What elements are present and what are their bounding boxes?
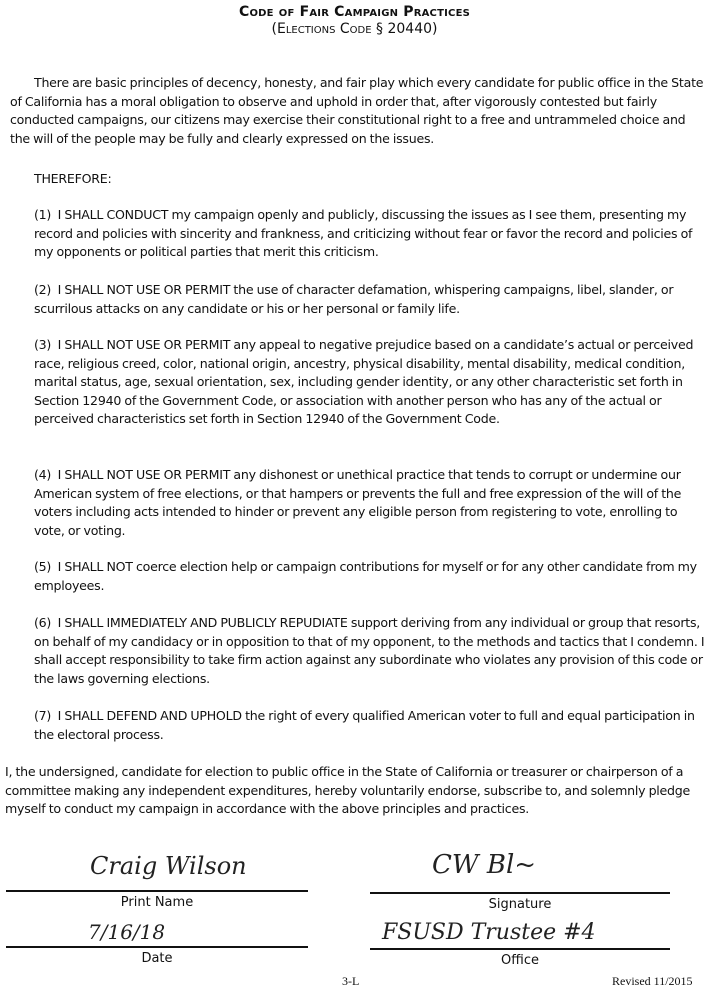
item-text: any appeal to negative prejudice based on a candidate’s actual or perceived race, religious creed, color, national origin, ancestry, physical disability, mental disability, medical condition, marital status, age, sexual orientation, sex, including gender identity, or any other characteristic set forth in Section 12940 of the Government Code, or association with another person who has any of the actual or perceived characteristics set forth in Section 12940 of the Government Code. [34,337,694,427]
item-lead: I SHALL NOT USE OR PERMIT [57,467,231,482]
item-text: support deriving from any individual or group that resorts, on behalf of my candidacy or in opposition to that of my opponent, to the methods and tactics that I condemn. I shall accept responsibility to take firm action against any subordinate who violates any provision of this code or the laws governing elections. [34,615,705,686]
document-title: Code of Fair Campaign Practices [238,4,471,20]
therefore-label: THEREFORE: [34,171,112,186]
date-value[interactable]: 7/16/18 [88,920,166,944]
document-subtitle: (Elections Code § 20440) [271,21,438,37]
signature-value[interactable]: CW Bl~ [432,850,537,880]
item-number: (4) [34,467,52,482]
item-lead: I SHALL CONDUCT [57,207,169,222]
signature-label: Signature [488,897,552,912]
item-lead: I SHALL NOT [57,559,133,574]
item-6 [34,614,706,688]
print-name-value[interactable]: Craig Wilson [90,852,247,880]
item-number: (7) [34,708,52,723]
item-4 [34,466,706,540]
intro-paragraph: There are basic principles of decency, honesty, and fair play which every candidate for public office in the State of California has a moral obligation to observe and uphold in order that, after vigorously contested but fairly conducted campaigns, our citizens may exercise their constitutional right to a free and untrammeled choice and the will of the people may be fully and clearly expressed on the issues. [10,75,704,146]
pledge-paragraph: I, the undersigned, candidate for election to public office in the State of California or treasurer or chairperson of a committee making any independent expenditures, hereby voluntarily endorse, subscribe to, and solemnly pledge myself to conduct my campaign in accordance with the above principles and practices. [5,764,691,817]
item-text: coerce election help or campaign contributions for myself or for any other candidate from my employees. [34,559,697,593]
item-text: my campaign openly and publicly, discussing the issues as I see them, presenting my record and policies with sincerity and frankness, and criticizing without fear or favor the record and policies of my opponents or political parties that merit this criticism. [34,207,693,260]
item-text: any dishonest or unethical practice that tends to corrupt or undermine our American system of free elections, or that hampers or prevents the full and free expression of the will of the voters including acts intended to hinder or prevent any eligible person from registering to vote, enrolling to vote, or voting. [34,467,682,538]
item-5 [34,558,706,595]
item-number: (2) [34,282,52,297]
item-lead: I SHALL NOT USE OR PERMIT [57,337,231,352]
print-name-line [6,890,308,892]
print-name-label: Print Name [120,895,194,910]
item-3 [34,336,706,429]
office-label: Office [501,953,539,968]
item-text: the use of character defamation, whispering campaigns, libel, slander, or scurrilous attacks on any candidate or his or her personal or family life. [34,282,674,316]
item-number: (3) [34,337,52,352]
item-lead: I SHALL IMMEDIATELY AND PUBLICLY REPUDIATE [57,615,348,630]
date-label: Date [141,951,173,966]
item-lead: I SHALL DEFEND AND UPHOLD [57,708,242,723]
page-number: 3-L [342,974,360,988]
date-line [6,946,308,948]
item-number: (5) [34,559,52,574]
signature-line [370,892,670,894]
office-line [370,948,670,950]
office-value[interactable]: FSUSD Trustee #4 [382,920,596,945]
item-text: the right of every qualified American voter to full and equal participation in the electoral process. [34,708,695,742]
revised-date: Revised 11/2015 [612,974,693,988]
item-number: (1) [34,207,52,222]
item-2 [34,281,706,318]
item-1 [34,206,706,262]
item-lead: I SHALL NOT USE OR PERMIT [57,282,231,297]
item-number: (6) [34,615,52,630]
item-7 [34,707,706,744]
